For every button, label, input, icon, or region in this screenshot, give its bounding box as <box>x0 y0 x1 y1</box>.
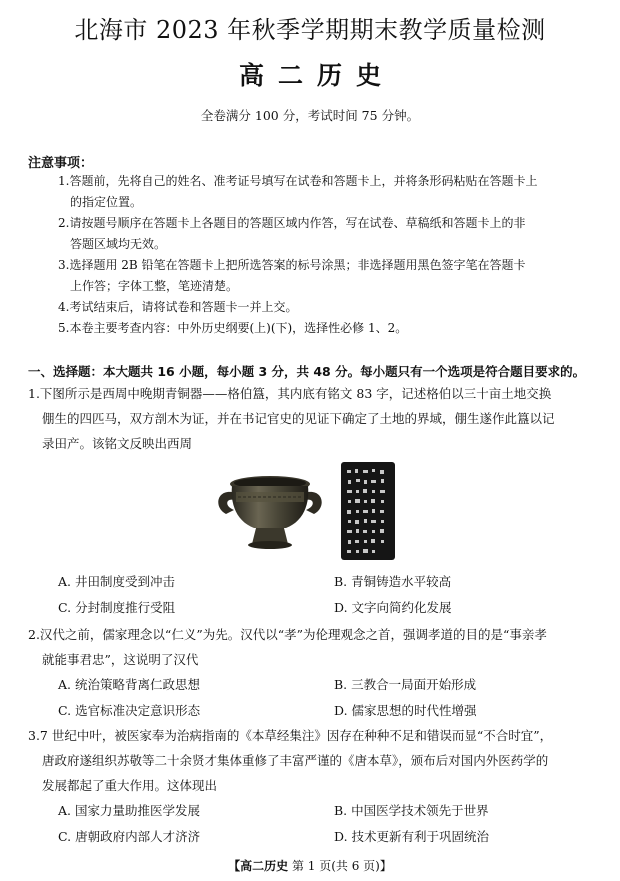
option-b[interactable]: B. 青铜铸造水平较高 <box>334 574 452 589</box>
inscription-rubbing-image <box>341 462 395 560</box>
question-stem-line: 就能事君忠”，这说明了汉代 <box>42 652 199 667</box>
notice-heading: 注意事项： <box>28 156 94 171</box>
footer-page-number: 第 1 页(共 6 页)】 <box>291 859 392 873</box>
notice-item-continuation: 答题区域均无效。 <box>70 237 167 251</box>
question-stem-line: 录田产。该铭文反映出西周 <box>42 436 193 451</box>
notice-item-line: 5.本卷主要考查内容：中外历史纲要(上)(下)，选择性必修 1、2。 <box>58 321 408 335</box>
notice-item <box>58 213 598 255</box>
question-stem-line: 3.7 世纪中叶，被医家奉为治病指南的《本草经集注》因存在种种不足和错误而显“不合时宜”， <box>28 728 553 743</box>
notice-item-line: 1.答题前，先将自己的姓名、准考证号填写在试卷和答题卡上，并将条形码粘贴在答题卡上 <box>58 174 538 188</box>
notice-item <box>58 171 598 213</box>
exam-title: 北海市 2023 年秋季学期期末教学质量检测 <box>74 16 546 44</box>
question-2-stem <box>28 622 594 672</box>
notice-list <box>58 171 598 339</box>
bronze-gui-vessel-image <box>210 462 330 562</box>
notice-item-continuation: 上作答；字体工整，笔迹清楚。 <box>70 279 239 293</box>
option-b[interactable]: B. 三教合一局面开始形成 <box>334 677 477 692</box>
option-c[interactable]: C. 唐朝政府内部人才济济 <box>58 829 201 844</box>
question-stem-line: 2.汉代之前，儒家理念以“仁义”为先。汉代以“孝”为伦理观念之首，强调孝道的目的是“事亲孝 <box>28 627 547 642</box>
section-heading: 一、选择题：本大题共 16 小题，每小题 3 分，共 48 分。每小题只有一个选项是符合题目要求的。 <box>28 364 586 379</box>
option-c[interactable]: C. 选官标准决定意识形态 <box>58 703 201 718</box>
notice-item <box>58 255 598 297</box>
notice-item-continuation: 的指定位置。 <box>70 195 143 209</box>
question-stem-line: 倗生的四匹马，双方剖木为证，并在书记官史的见证下确定了土地的界域，倗生遂作此簋以记 <box>42 411 555 426</box>
question-stem-line: 发展都起了重大作用。这体现出 <box>42 778 218 793</box>
exam-info: 全卷满分 100 分，考试时间 75 分钟。 <box>200 108 420 123</box>
notice-item-line: 3.选择题用 2B 铅笔在答题卡上把所选答案的标号涂黑；非选择题用黑色签字笔在答题卡 <box>58 258 526 272</box>
option-a[interactable]: A. 国家力量助推医学发展 <box>58 803 200 818</box>
footer-subject: 【高二历史 <box>228 859 289 873</box>
question-stem-line: 唐政府遂组织苏敬等二十余贤才集体重修了丰富严谨的《唐本草》，颁布后对国内外医药学的 <box>42 753 549 768</box>
option-d[interactable]: D. 文字向简约化发展 <box>334 600 452 615</box>
question-3-stem <box>28 723 594 798</box>
question-1-stem <box>28 381 594 456</box>
option-c[interactable]: C. 分封制度推行受阻 <box>58 600 176 615</box>
notice-item <box>58 297 598 318</box>
option-a[interactable]: A. 统治策略背离仁政思想 <box>58 677 200 692</box>
page-footer <box>0 857 620 874</box>
option-a[interactable]: A. 井田制度受到冲击 <box>58 574 175 589</box>
notice-item <box>58 318 598 339</box>
option-b[interactable]: B. 中国医学技术领先于世界 <box>334 803 489 818</box>
option-d[interactable]: D. 儒家思想的时代性增强 <box>334 703 477 718</box>
option-d[interactable]: D. 技术更新有利于巩固统治 <box>334 829 490 844</box>
question-stem-line: 1.下图所示是西周中晚期青铜器——格伯簋，其内底有铭文 83 字，记述格伯以三十亩土地交换 <box>28 386 552 401</box>
subject-title: 高二历史 <box>238 61 395 90</box>
notice-item-line: 2.请按题号顺序在答题卡上各题目的答题区域内作答，写在试卷、草稿纸和答题卡上的非 <box>58 216 526 230</box>
notice-item-line: 4.考试结束后，请将试卷和答题卡一并上交。 <box>58 300 298 314</box>
